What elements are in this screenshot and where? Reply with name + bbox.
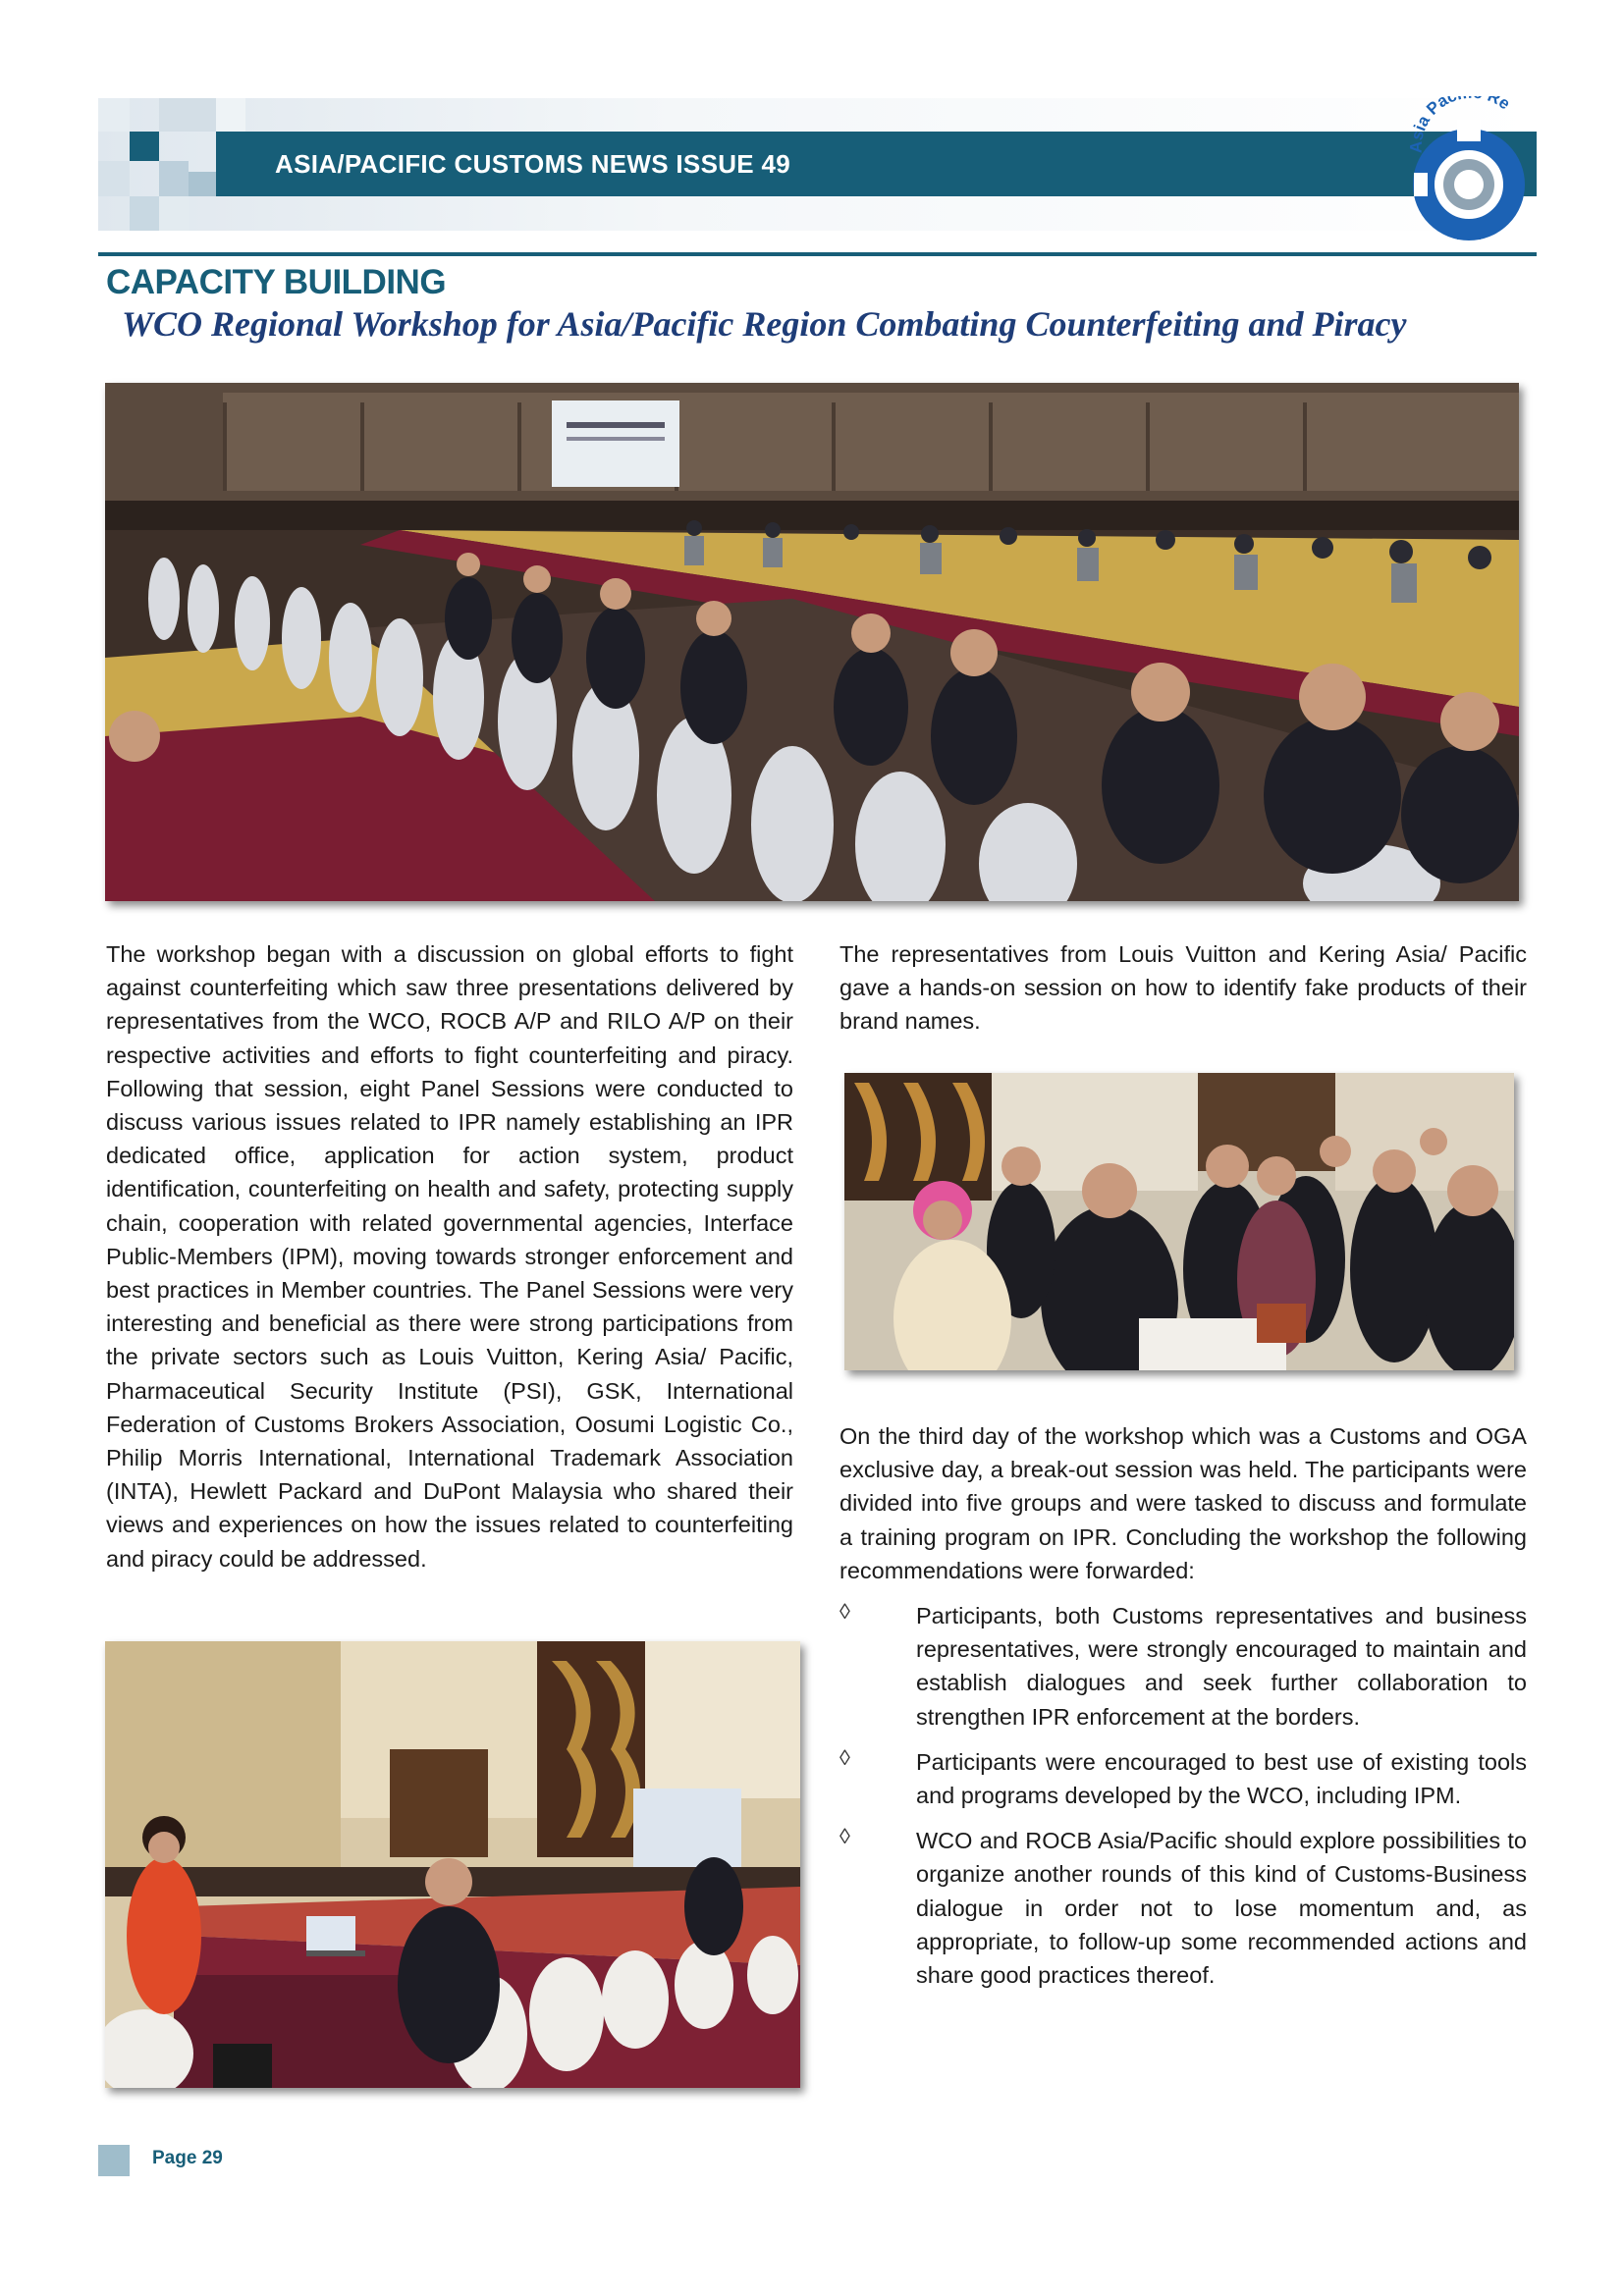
list-item-text: Participants were encouraged to best use of existing tools and programs developed by the WCO, including IPM. (916, 1748, 1527, 1809)
left-column-paragraph: The workshop began with a discussion on global efforts to fight against counterfeiting which saw three presentations delivered by representatives from the WCO, ROCB A/P and RILO A/P on their respective activities and efforts to fight counterfeiting and piracy. Following that session, eight Panel Sessions were conducted to discuss various issues related to IPR namely establishing an IPR dedicated office, application for action system, product identification, counterfeiting on health and safety, protecting supply chain, cooperation with related governmental agencies, Interface Public-Members (IPM), moving towards stronger enforcement and best practices in Member countries. The Panel Sessions were very interesting and beneficial as there were strong participations from the private sectors such as Louis Vuitton, Kering Asia/ Pacific, Pharmaceutical Security Institute (PSI), GSK, International Federation of Customs Brokers Association, Oosumi Logistic Co., Philip Morris International, International Trademark Association (INTA), Hewlett Packard and DuPont Malaysia who shared their views and experiences on how the issues related to counterfeiting and piracy could be addressed. (106, 941, 793, 1572)
bullet-diamond: ◊ (839, 1744, 850, 1770)
brand-session-photo (844, 1073, 1514, 1370)
newsletter-title: ASIA/PACIFIC CUSTOMS NEWS ISSUE 49 (275, 149, 790, 179)
recommendations-list (839, 1599, 1527, 1992)
article-subtitle: WCO Regional Workshop for Asia/Pacific Region Combating Counterfeiting and Piracy (122, 304, 1407, 344)
list-item (839, 1745, 1527, 1812)
list-item (839, 1599, 1527, 1734)
right-column-paragraph-1: The representatives from Louis Vuitton and Kering Asia/ Pacific gave a hands-on session on how to identify fake products of their brand names. (839, 941, 1527, 1035)
presentation-photo (105, 1641, 800, 2088)
section-title: CAPACITY BUILDING (106, 263, 447, 301)
bullet-diamond: ◊ (839, 1599, 850, 1624)
page-marker (98, 2145, 130, 2176)
list-item-text: Participants, both Customs representatives and business representatives, were strongly encouraged to maintain and establish dialogues and seek further collaboration to strengthen IPR enforcement at the borders. (916, 1603, 1527, 1730)
logo-text: Asia Pac Re (1406, 96, 1514, 154)
page-number: Page 29 (152, 2148, 223, 2168)
header-rule (98, 252, 1537, 256)
rocb-logo (1392, 96, 1540, 243)
list-item (839, 1824, 1527, 1992)
list-item-text: WCO and ROCB Asia/Pacific should explore possibilities to organize another rounds of this kind of Customs-Business dialogue in order not to lose momentum and, as appropriate, to follow-up some recommended actions and share good practices thereof. (916, 1828, 1527, 1989)
bullet-diamond: ◊ (839, 1824, 850, 1849)
right-column-paragraph-2: On the third day of the workshop which was a Customs and OGA exclusive day, a break-out session was held. The participants were divided into five groups and were tasked to discuss and formulate a training program on IPR. Concluding the workshop the following recommendations were forwarded: (839, 1423, 1527, 1583)
main-photo (105, 383, 1519, 901)
